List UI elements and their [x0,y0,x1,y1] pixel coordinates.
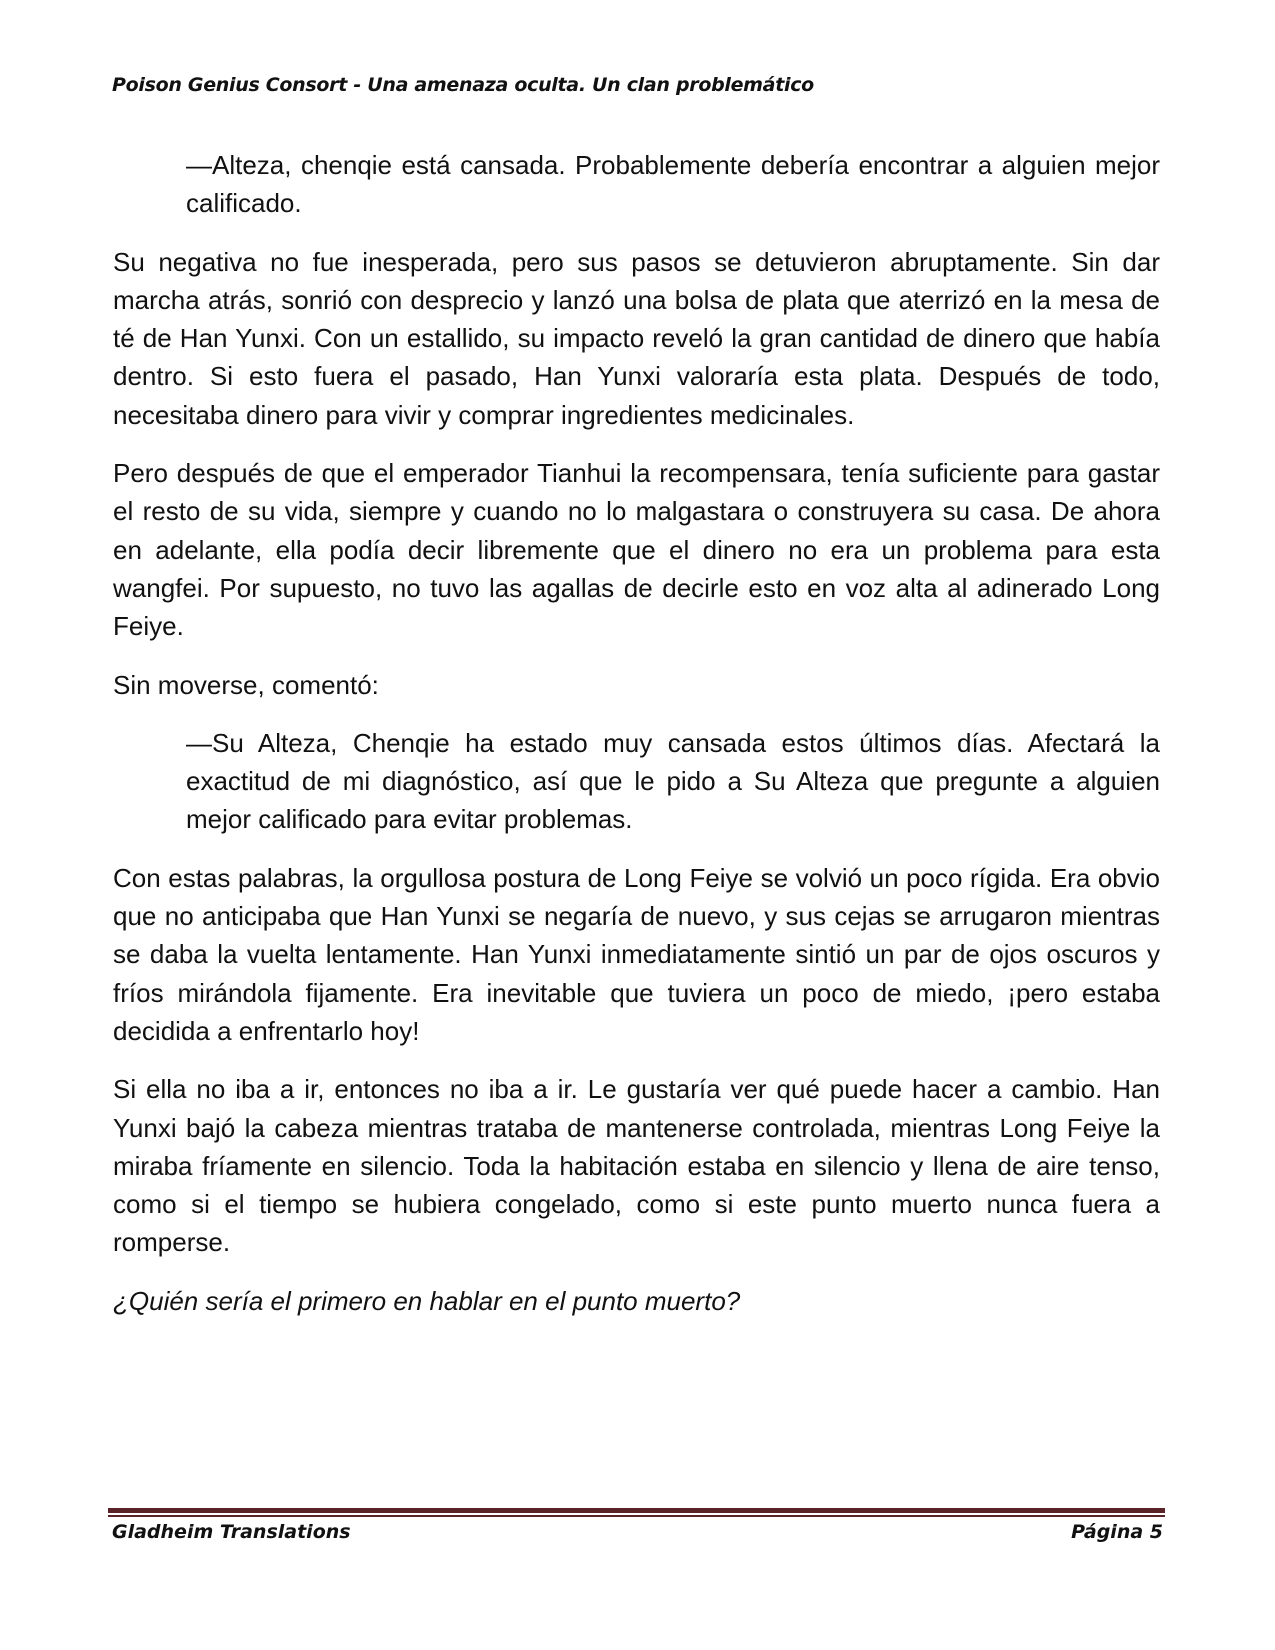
dialogue-paragraph: —Su Alteza, Chenqie ha estado muy cansada estos últimos días. Afectará la exactitud de mi diagnóstico, así que le pido a Su Alteza que pregunte a alguien mejor calificado para evitar problemas. [186,727,1160,835]
footer-rule-thin [108,1515,1165,1517]
footer-rule-thick [108,1508,1165,1513]
footer-page-number: Página 5 [1071,1521,1163,1543]
body-paragraph: Pero después de que el emperador Tianhui la recompensara, tenía suficiente para gastar el resto de su vida, siempre y cuando no lo malgastara o construyera su casa. De ahora en adelante, ella podía decir libremente que el dinero no era un problema para esta wangfei. Por supuesto, no tuvo las agallas de decirle esto en voz alta al adinerado Long Feiye. [113,458,1160,642]
body-paragraph: Si ella no iba a ir, entonces no iba a ir. Le gustaría ver qué puede hacer a cambio. Han Yunxi bajó la cabeza mientras trataba de mantenerse controlada, mientras Long Feiye la miraba fríamente en silencio. Toda la habitación estaba en silencio y llena de aire tenso, como si el tiempo se hubiera congelado, como si este punto muerto nunca fuera a romperse. [113,1074,1160,1258]
page-header-title: Poison Genius Consort - Una amenaza oculta. Un clan problemático [112,74,814,96]
document-body [113,146,1160,1340]
dialogue-paragraph: —Alteza, chenqie está cansada. Probablemente debería encontrar a alguien mejor calificado. [186,150,1160,219]
footer-publisher: Gladheim Translations [112,1521,351,1543]
body-paragraph: Sin moverse, comentó: [113,669,379,700]
body-paragraph: Su negativa no fue inesperada, pero sus pasos se detuvieron abruptamente. Sin dar marcha atrás, sonrió con desprecio y lanzó una bolsa de plata que aterrizó en la mesa de té de Han Yunxi. Con un estallido, su impacto reveló la gran cantidad de dinero que había dentro. Si esto fuera el pasado, Han Yunxi valoraría esta plata. Después de todo, necesitaba dinero para vivir y comprar ingredientes medicinales. [113,246,1160,430]
body-paragraph: Con estas palabras, la orgullosa postura de Long Feiye se volvió un poco rígida. Era obvio que no anticipaba que Han Yunxi se negaría de nuevo, y sus cejas se arrugaron mientras se daba la vuelta lentamente. Han Yunxi inmediatamente sintió un par de ojos oscuros y fríos mirándola fijamente. Era inevitable que tuviera un poco de miedo, ¡pero estaba decidida a enfrentarlo hoy! [113,862,1160,1046]
closing-question-paragraph: ¿Quién sería el primero en hablar en el punto muerto? [113,1285,741,1316]
